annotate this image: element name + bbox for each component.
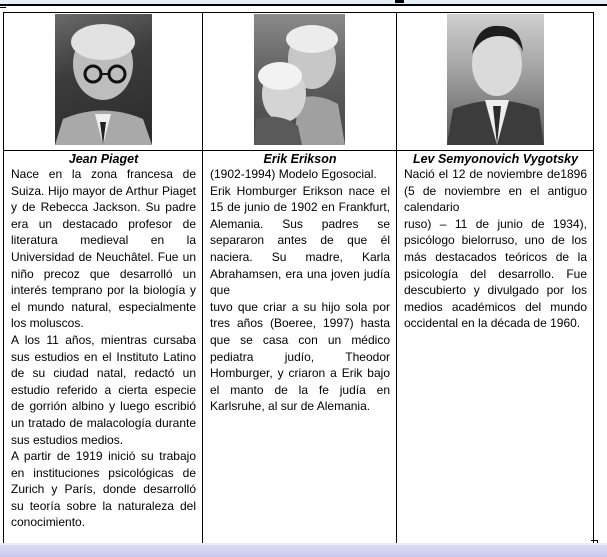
bio-paragraph: Erik Homburger Erikson nace el 15 de junio de 1902 en Frankfurt, Alemania. Sus padres se separaron antes de que él naciera. Su madre, Karla Abrahamsen, era una joven judía que (210, 183, 390, 298)
bio-paragraph: Nace en la zona francesa de Suiza. Hijo mayor de Arthur Piaget y de Rebecca Jackson. Su padre era un destacado profesor de literatura medieval en la Universidad de Neuchâtel. Fue un niño precoz que desarrolló un interés temprano por la biología y el mundo natural, especialmente los moluscos. (11, 167, 196, 331)
page-top-rule (0, 4, 607, 6)
bio-paragraph: tuvo que criar a su hijo sola por tres años (Boeree, 1997) hasta que se casa con un médico pediatra judío, Theodor Homburger, y criaron a Erik bajo el manto de la fe judía en Karlsruhe, al sur de Alemania. (210, 299, 390, 414)
bio-cell-vygotsky (397, 151, 594, 545)
bio-paragraph: (1902-1994) Modelo Egosocial. (210, 167, 377, 181)
name-heading-piaget: Jean Piaget (68, 152, 139, 166)
bio-text-vygotsky (404, 166, 587, 332)
photo-cell-erikson (203, 13, 397, 151)
ruler-marker (395, 0, 404, 3)
portrait-jean-piaget[interactable] (55, 14, 152, 145)
bio-cell-erikson (203, 151, 397, 545)
bio-paragraph: A los 11 años, mientras cursaba sus estudios en el Instituto Latino de su ciudad natal, redactó un estudio referido a cierta especie de gorrión albino y luego escribió un tratado de malacología durante sus estudios medios. (11, 332, 196, 447)
photo-cell-piaget (4, 13, 203, 151)
bio-text-piaget (11, 166, 196, 531)
name-heading-erikson: Erik Erikson (263, 152, 337, 166)
portrait-lev-vygotsky[interactable] (447, 14, 544, 145)
bio-paragraph: Nació el 12 de noviembre de1896 (5 de noviembre en el antiguo calendario (404, 167, 587, 215)
portrait-image (447, 14, 544, 145)
name-heading-vygotsky: Lev Semyonovich Vygotsky (412, 152, 579, 166)
psychologists-table (3, 12, 594, 545)
photo-row (4, 13, 594, 151)
portrait-image (254, 14, 345, 145)
text-row (4, 151, 594, 545)
portrait-erik-erikson[interactable] (254, 14, 345, 145)
portrait-image (55, 14, 152, 145)
window-bottom-strip (0, 545, 607, 557)
photo-cell-vygotsky (397, 13, 594, 151)
bio-cell-piaget (4, 151, 203, 545)
bio-paragraph: ruso) – 11 de junio de 1934), psicólogo bielorruso, uno de los más destacados teóricos de la psicología del desarrollo. Fue descubierto y divulgado por los medios académicos del mundo occidental en la década de 1960. (404, 216, 587, 331)
bio-paragraph: A partir de 1919 inició su trabajo en instituciones psicológicas de Zurich y París, donde desarrolló su teoría sobre la naturaleza del conocimiento. (11, 449, 196, 530)
bio-text-erikson (210, 166, 390, 415)
